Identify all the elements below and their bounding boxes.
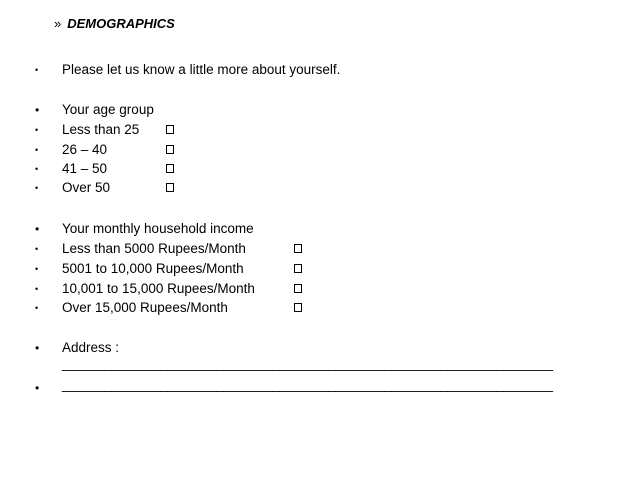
- age-option-row: [0, 141, 638, 159]
- age-group-title: Your age group: [62, 102, 154, 117]
- income-option-row: [0, 260, 638, 278]
- chevron-icon: »: [54, 16, 62, 31]
- bullet-icon: •: [35, 303, 39, 313]
- income-option-row: [0, 240, 638, 258]
- age-26-40-checkbox[interactable]: [166, 145, 174, 154]
- address-line-1[interactable]: ______________________________________________________________________: [62, 356, 553, 371]
- income-title-row: [0, 220, 638, 238]
- age-option-label: 26 – 40: [62, 142, 108, 157]
- income-option-label: Less than 5000 Rupees/Month: [62, 241, 246, 256]
- age-group-title-row: [0, 101, 638, 119]
- income-option-row: [0, 280, 638, 298]
- age-41-50-checkbox[interactable]: [166, 164, 174, 173]
- address-line-2[interactable]: ______________________________________________________________________: [62, 377, 553, 392]
- income-title: Your monthly household income: [62, 221, 254, 236]
- bullet-icon: •: [35, 244, 39, 254]
- age-over-50-checkbox[interactable]: [166, 183, 174, 192]
- bullet-icon: •: [35, 183, 39, 193]
- income-option-label: Over 15,000 Rupees/Month: [62, 300, 228, 315]
- bullet-icon: •: [35, 284, 39, 294]
- intro-text: Please let us know a little more about yourself.: [62, 62, 341, 77]
- address-label: Address :: [62, 340, 120, 355]
- age-option-label: Less than 25: [62, 122, 140, 137]
- bullet-icon: •: [35, 65, 39, 75]
- bullet-icon: •: [35, 222, 40, 236]
- age-under-25-checkbox[interactable]: [166, 125, 174, 134]
- income-over-15000-checkbox[interactable]: [294, 303, 302, 312]
- bullet-icon: •: [35, 264, 39, 274]
- address-line-2-row: [0, 376, 638, 394]
- income-5001-10000-checkbox[interactable]: [294, 264, 302, 273]
- intro-row: [0, 61, 638, 79]
- age-option-label: 41 – 50: [62, 161, 108, 176]
- age-option-row: [0, 160, 638, 178]
- income-option-label: 5001 to 10,000 Rupees/Month: [62, 261, 244, 276]
- bullet-icon: •: [35, 381, 40, 395]
- bullet-icon: •: [35, 341, 40, 355]
- age-option-row: [0, 179, 638, 197]
- bullet-icon: •: [35, 164, 39, 174]
- bullet-icon: •: [35, 103, 40, 117]
- section-title: DEMOGRAPHICS: [67, 16, 175, 31]
- bullet-icon: •: [35, 145, 39, 155]
- bullet-icon: •: [35, 125, 39, 135]
- income-option-label: 10,001 to 15,000 Rupees/Month: [62, 281, 255, 296]
- age-option-row: [0, 121, 638, 139]
- income-option-row: [0, 299, 638, 317]
- income-10001-15000-checkbox[interactable]: [294, 284, 302, 293]
- age-option-label: Over 50: [62, 180, 111, 195]
- section-heading: [54, 16, 175, 31]
- income-under-5000-checkbox[interactable]: [294, 244, 302, 253]
- address-line-1-row: [0, 355, 638, 373]
